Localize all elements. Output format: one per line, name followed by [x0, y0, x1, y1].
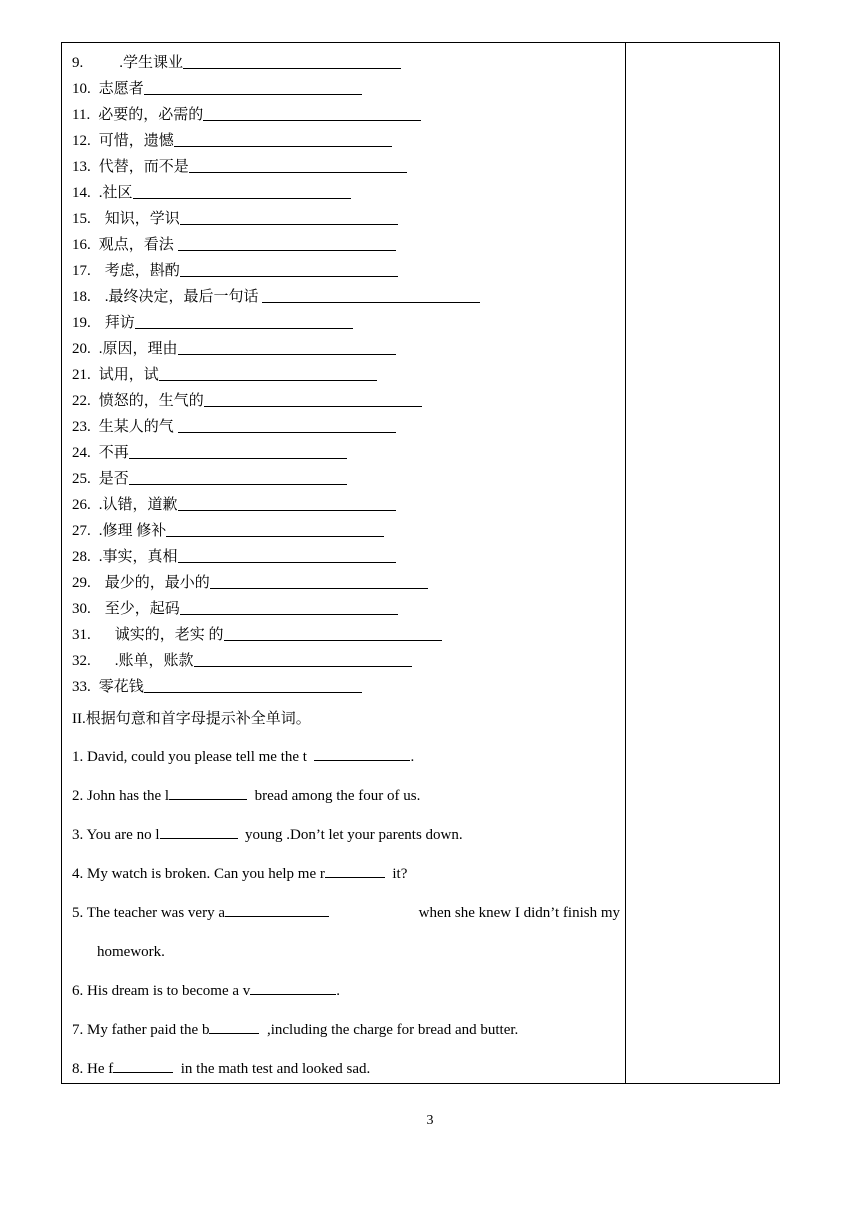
exercise-text: .	[336, 983, 341, 999]
answer-blank[interactable]	[180, 261, 398, 277]
chinese-term: 观点，看法	[98, 237, 178, 253]
chinese-term: .原因，理由	[98, 341, 178, 357]
chinese-term: 不再	[98, 445, 129, 461]
exercise-item	[72, 1050, 620, 1089]
vocab-item	[72, 462, 620, 488]
exercise-text: 8. He f	[72, 1061, 114, 1077]
chinese-term: .修理 修补	[98, 523, 167, 539]
exercise-item	[72, 1011, 620, 1050]
item-number: 19.	[72, 315, 91, 331]
answer-blank[interactable]	[250, 980, 336, 995]
exercise-item	[72, 738, 620, 777]
item-number: 13.	[72, 159, 91, 175]
answer-blank[interactable]	[204, 391, 422, 407]
exercise-text: ,including the charge for bread and butter.	[259, 1022, 519, 1038]
exercise-text: it?	[384, 866, 408, 882]
chinese-term: .最终决定，最后一句话	[104, 289, 263, 305]
answer-blank[interactable]	[129, 469, 347, 485]
answer-blank[interactable]	[224, 625, 442, 641]
answer-blank[interactable]	[144, 79, 362, 95]
exercise-text: 4. My watch is broken. Can you help me r	[72, 866, 325, 882]
item-number: 23.	[72, 419, 91, 435]
chinese-term: 是否	[98, 471, 129, 487]
item-number: 30.	[72, 601, 91, 617]
vocab-item	[72, 566, 620, 592]
answer-blank[interactable]	[225, 902, 329, 917]
vocab-item	[72, 150, 620, 176]
vocab-item	[72, 358, 620, 384]
exercise-text: bread among the four of us.	[247, 788, 421, 804]
vocab-item	[72, 46, 620, 72]
item-number: 24.	[72, 445, 91, 461]
chinese-term: .认错，道歉	[98, 497, 178, 513]
exercise-item	[72, 816, 620, 855]
vocab-list	[72, 46, 620, 696]
exercise-text: 6. His dream is to become a v	[72, 983, 251, 999]
chinese-term: 志愿者	[98, 81, 144, 97]
exercise-text: 2. John has the l	[72, 788, 170, 804]
answer-blank[interactable]	[178, 417, 396, 433]
item-number: 25.	[72, 471, 91, 487]
chinese-term: 愤怒的，生气的	[98, 393, 204, 409]
vocab-item	[72, 98, 620, 124]
vocab-item	[72, 618, 620, 644]
item-number: 22.	[72, 393, 91, 409]
chinese-term: 生某人的气	[98, 419, 178, 435]
item-number: 12.	[72, 133, 91, 149]
chinese-term: 考虑，斟酌	[104, 263, 180, 279]
chinese-term: 零花钱	[98, 679, 144, 695]
item-number: 18.	[72, 289, 91, 305]
chinese-term: .事实，真相	[98, 549, 178, 565]
exercise-text: in the math test and looked sad.	[173, 1061, 371, 1077]
answer-blank[interactable]	[314, 746, 410, 761]
section-2-title: II.根据句意和首字母提示补全单词。	[72, 711, 311, 727]
vocab-item	[72, 228, 620, 254]
chinese-term: 诚实的，老实 的	[114, 627, 224, 643]
chinese-term: .学生课业	[119, 55, 184, 71]
chinese-term: 可惜，遗憾	[98, 133, 174, 149]
vocab-item	[72, 514, 620, 540]
item-number: 27.	[72, 523, 91, 539]
item-number: 26.	[72, 497, 91, 513]
vocab-item	[72, 410, 620, 436]
chinese-term: .账单，账款	[114, 653, 194, 669]
answer-blank[interactable]	[113, 1058, 173, 1073]
answer-blank[interactable]	[180, 209, 398, 225]
vocab-item	[72, 384, 620, 410]
item-number: 11.	[72, 107, 91, 123]
vocab-item	[72, 72, 620, 98]
vocab-item	[72, 644, 620, 670]
answer-blank[interactable]	[129, 443, 347, 459]
answer-blank[interactable]	[180, 599, 398, 615]
vocab-item	[72, 540, 620, 566]
answer-blank[interactable]	[178, 495, 396, 511]
exercise-text: 5. The teacher was very a	[72, 905, 225, 921]
answer-blank[interactable]	[194, 651, 412, 667]
answer-blank[interactable]	[183, 53, 401, 69]
answer-blank[interactable]	[144, 677, 362, 693]
answer-blank[interactable]	[166, 521, 384, 537]
vocab-item	[72, 488, 620, 514]
answer-blank[interactable]	[133, 183, 351, 199]
chinese-term: 知识，学识	[104, 211, 180, 227]
exercise-text: young .Don’t let your parents down.	[237, 827, 463, 843]
item-number: 28.	[72, 549, 91, 565]
answer-blank[interactable]	[174, 131, 392, 147]
exercise-text: 1. David, could you please tell me the t	[72, 749, 315, 765]
answer-blank[interactable]	[135, 313, 353, 329]
chinese-term: 最少的，最小的	[104, 575, 210, 591]
item-number: 10.	[72, 81, 91, 97]
vocab-item	[72, 176, 620, 202]
vocab-item	[72, 124, 620, 150]
chinese-term: 至少，起码	[104, 601, 180, 617]
vocab-item	[72, 436, 620, 462]
item-number: 16.	[72, 237, 91, 253]
page-number: 3	[426, 1113, 434, 1128]
exercise-text: when she knew I didn’t finish my	[418, 905, 620, 921]
item-number: 21.	[72, 367, 91, 383]
exercise-list	[72, 738, 620, 1089]
chinese-term: 拜访	[104, 315, 135, 331]
answer-blank[interactable]	[169, 785, 247, 800]
answer-blank[interactable]	[178, 547, 396, 563]
exercise-text: 3. You are no l	[72, 827, 160, 843]
vocab-item	[72, 592, 620, 618]
answer-blank[interactable]	[325, 863, 385, 878]
item-number: 29.	[72, 575, 91, 591]
vocab-item	[72, 254, 620, 280]
item-number: 31.	[72, 627, 91, 643]
answer-blank[interactable]	[209, 1019, 259, 1034]
item-number: 9.	[72, 55, 84, 71]
answer-blank[interactable]	[159, 365, 377, 381]
exercise-item	[72, 972, 620, 1011]
item-number: 17.	[72, 263, 91, 279]
answer-blank[interactable]	[178, 235, 396, 251]
item-number: 14.	[72, 185, 91, 201]
vocab-item	[72, 332, 620, 358]
chinese-term: 试用，试	[98, 367, 159, 383]
answer-blank[interactable]	[160, 824, 238, 839]
vocab-item	[72, 670, 620, 696]
chinese-term: .社区	[98, 185, 133, 201]
item-number: 20.	[72, 341, 91, 357]
chinese-term: 代替，而不是	[98, 159, 189, 175]
exercise-item	[72, 777, 620, 816]
vocab-item	[72, 280, 620, 306]
vocab-item	[72, 202, 620, 228]
item-number: 15.	[72, 211, 91, 227]
exercise-text: .	[410, 749, 415, 765]
vocab-item	[72, 306, 620, 332]
answer-blank[interactable]	[262, 287, 480, 303]
exercise-item	[72, 894, 620, 972]
notes-column-divider	[625, 42, 626, 1084]
chinese-term: 必要的，必需的	[98, 107, 204, 123]
item-number: 32.	[72, 653, 91, 669]
answer-blank[interactable]	[210, 573, 428, 589]
item-number: 33.	[72, 679, 91, 695]
main-column	[72, 46, 620, 1089]
exercise-continuation: homework.	[97, 944, 165, 960]
answer-blank[interactable]	[178, 339, 396, 355]
answer-blank[interactable]	[189, 157, 407, 173]
exercise-text: 7. My father paid the b	[72, 1022, 210, 1038]
answer-blank[interactable]	[203, 105, 421, 121]
exercise-item	[72, 855, 620, 894]
